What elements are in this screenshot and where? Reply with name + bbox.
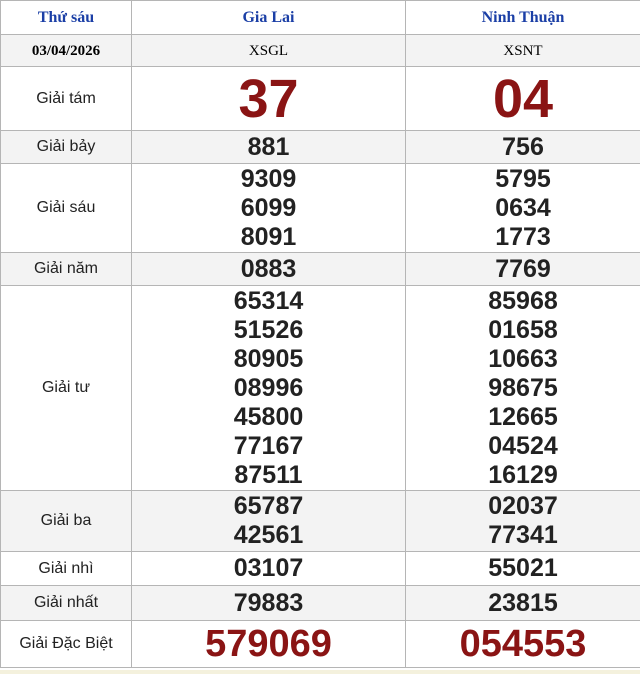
prize-number: 756 [502,132,544,161]
prize-number: 1773 [495,222,551,251]
prize-label: Giải sáu [36,199,96,216]
province-ninh-thuan-link[interactable]: Ninh Thuận [481,8,565,26]
subheader-row [1,35,640,67]
prize-row-g6 [1,164,640,253]
prize-number: 04524 [488,431,558,460]
prize-row-special [1,621,640,668]
code-xsgl: XSGL [248,42,289,59]
prize-number: 6099 [240,193,297,222]
special-prize-number: 054553 [459,623,587,665]
prize-number: 5795 [495,164,551,193]
prize-row-g4 [1,286,640,491]
prize-number: 65787 [233,492,304,520]
prize-label: Giải năm [33,260,99,277]
prize-number: 0883 [240,254,297,283]
prize-number: 04 [492,68,554,129]
prize-number: 16129 [488,460,558,489]
prize-number: 7769 [495,254,551,283]
prize-row-g5 [1,253,640,286]
prize-number: 87511 [234,460,303,489]
prize-label: Giải nhì [38,559,94,577]
prize-label: Giải tư [41,379,91,396]
prize-number: 79883 [233,588,304,617]
prize-number: 98675 [488,373,558,402]
prize-number: 37 [238,68,299,129]
prize-number: 08996 [233,373,304,402]
prize-number: 85968 [488,286,558,315]
prize-number: 0634 [495,193,551,222]
prize-row-g7 [1,131,640,164]
prize-number: 42561 [233,521,304,549]
prize-label: Giải tám [36,89,96,107]
prize-number: 77341 [488,521,558,549]
prize-label: Giải bảy [36,138,96,155]
prize-number: 77167 [233,431,304,460]
prize-number: 51526 [233,315,304,344]
draw-date: 03/04/2026 [31,42,101,59]
prize-label: Giải nhất [33,594,99,611]
prize-number: 10663 [488,344,558,373]
code-xsnt: XSNT [503,42,543,59]
prize-number: 55021 [488,554,558,582]
prize-number: 65314 [233,286,304,315]
prize-row-g2 [1,552,640,586]
prize-label: Giải Đặc Biệt [19,635,113,652]
prize-label: Giải ba [40,512,92,529]
prize-number: 03107 [233,554,304,582]
prize-number: 12665 [488,402,558,431]
prize-number: 881 [247,132,290,161]
province-gia-lai-link[interactable]: Gia Lai [242,8,295,26]
bottom-strip [0,670,640,674]
prize-number: 80905 [233,344,304,373]
prize-number: 45800 [233,402,304,431]
day-label: Thứ sáu [37,8,95,26]
prize-number: 8091 [240,222,297,251]
prize-number: 9309 [240,164,297,193]
prize-number: 01658 [488,315,558,344]
special-prize-number: 579069 [205,623,332,665]
prize-number: 02037 [488,492,558,520]
prize-row-g3 [1,491,640,552]
prize-row-g1 [1,586,640,621]
prize-number: 23815 [488,588,558,617]
header-row [1,1,640,35]
prize-row-g8 [1,67,640,131]
